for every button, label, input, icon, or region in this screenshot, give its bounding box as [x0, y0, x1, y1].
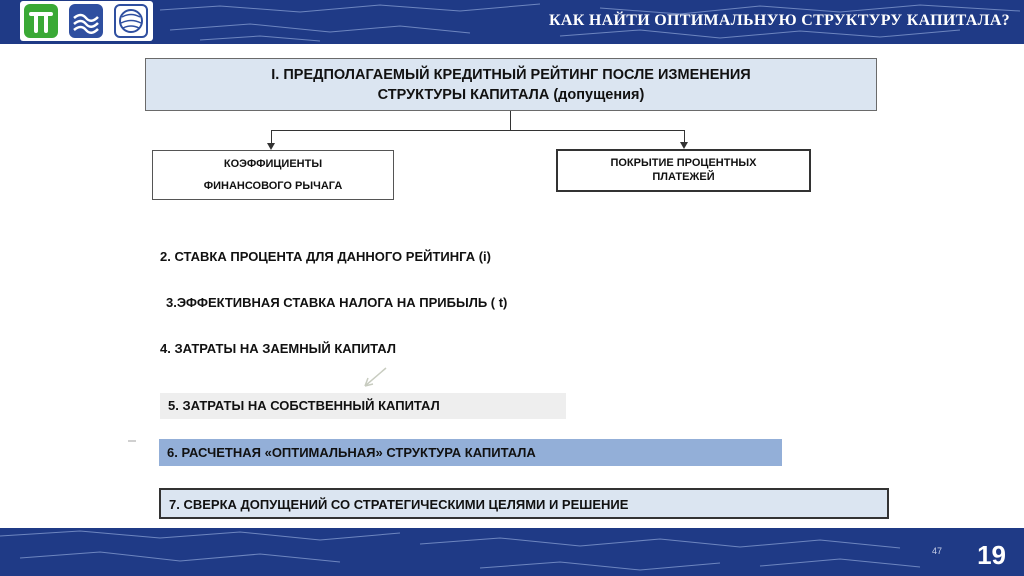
- arrow-down-icon: [267, 143, 275, 150]
- decorative-dash: [128, 440, 136, 442]
- connector-right: [684, 130, 685, 142]
- slide-reference: 47: [932, 546, 943, 556]
- connector-horizontal: [271, 130, 685, 131]
- main-box-line2: [146, 85, 876, 105]
- logo-group: [20, 1, 153, 41]
- coverage-box: [556, 149, 811, 192]
- wave-pattern: [0, 528, 1024, 576]
- main-box-line2-bold: СТРУКТУРЫ КАПИТАЛА: [377, 87, 550, 103]
- main-box-line1: I. ПРЕДПОЛАГАЕМЫЙ КРЕДИТНЫЙ РЕЙТИНГ ПОСЛЕ ИЗМЕНЕНИЯ: [271, 67, 751, 83]
- step-4: 4. ЗАТРАТЫ НА ЗАЕМНЫЙ КАПИТАЛ: [160, 341, 396, 356]
- step-7: 7. СВЕРКА ДОПУЩЕНИЙ СО СТРАТЕГИЧЕСКИМИ ЦЕЛЯМИ И РЕШЕНИЕ: [159, 488, 889, 519]
- step-2: 2. СТАВКА ПРОЦЕНТА ДЛЯ ДАННОГО РЕЙТИНГА (i): [160, 249, 491, 264]
- main-box-line2-tail: (допущения): [549, 87, 645, 103]
- pointer-arrow-icon: [360, 366, 390, 390]
- step-5: 5. ЗАТРАТЫ НА СОБСТВЕННЫЙ КАПИТАЛ: [160, 393, 566, 419]
- leverage-box: [152, 150, 394, 200]
- leverage-box-line1: КОЭФФИЦИЕНТЫ: [223, 158, 323, 170]
- footer-band: [0, 528, 1024, 576]
- step-3: 3.ЭФФЕКТИВНАЯ СТАВКА НАЛОГА НА ПРИБЫЛЬ ( t): [166, 295, 508, 310]
- leverage-box-line2: ФИНАНСОВОГО РЫЧАГА: [203, 180, 343, 192]
- connector-vertical: [510, 111, 511, 131]
- page-number: 19: [977, 540, 1006, 570]
- arrow-down-icon: [680, 142, 688, 149]
- step-6: 6. РАСЧЕТНАЯ «ОПТИМАЛЬНАЯ» СТРУКТУРА КАПИТАЛА: [159, 439, 782, 466]
- pi-logo-icon: [24, 4, 58, 38]
- connector-left: [271, 130, 272, 143]
- page-title: КАК НАЙТИ ОПТИМАЛЬНУЮ СТРУКТУРУ КАПИТАЛА?: [548, 12, 1010, 29]
- coverage-box-line1: ПОКРЫТИЕ ПРОЦЕНТНЫХ: [610, 157, 757, 169]
- wave-logo-icon: [69, 4, 103, 38]
- coverage-box-line2: ПЛАТЕЖЕЙ: [652, 171, 715, 183]
- main-box: [145, 58, 877, 111]
- header-band: [0, 0, 1024, 44]
- globe-logo-icon: [114, 4, 148, 38]
